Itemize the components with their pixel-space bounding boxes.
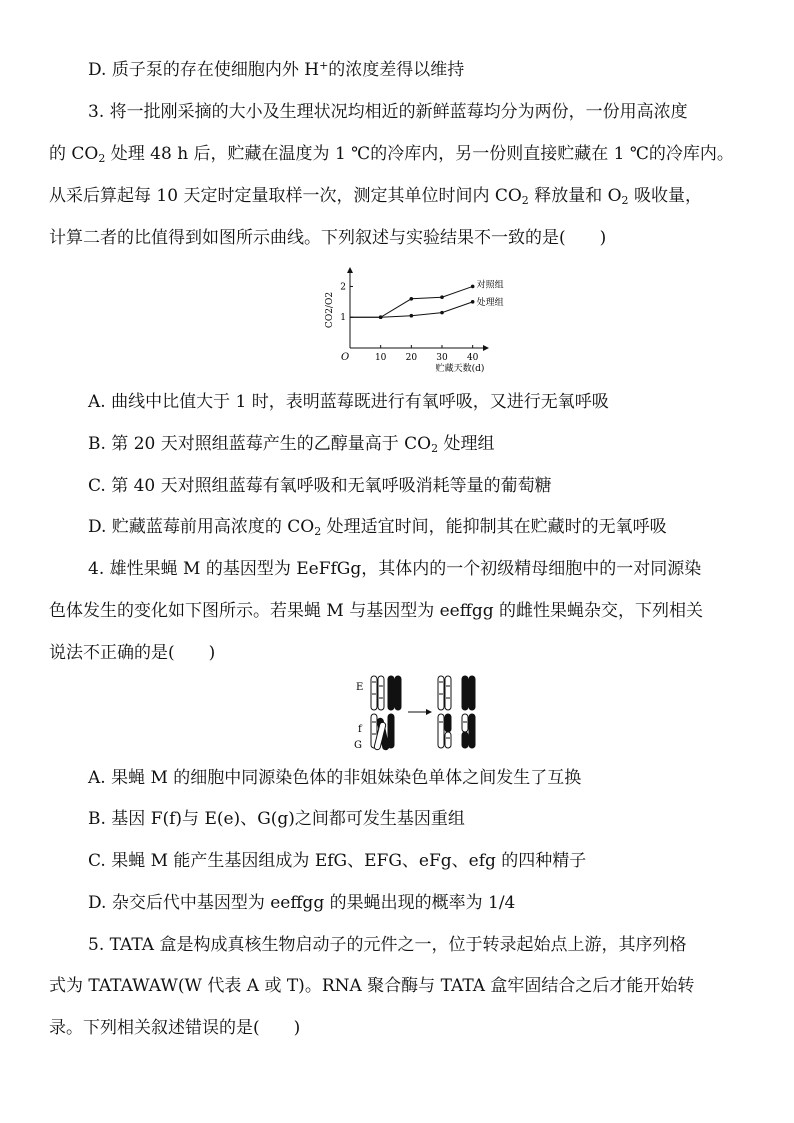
series-point bbox=[410, 297, 414, 301]
x-axis-arrow bbox=[483, 345, 489, 351]
q4-stem-line3: 说法不正确的是( ) bbox=[49, 643, 216, 663]
y-axis-arrow bbox=[347, 267, 353, 273]
q3-stem-line4: 计算二者的比值得到如图所示曲线。下列叙述与实验结果不一致的是( ) bbox=[49, 228, 607, 248]
series-point bbox=[379, 315, 383, 319]
q4-stem-line1: 4. 雄性果蝇 M 的基因型为 EeFfGg，其体内的一个初级精母细胞中的一对同源染 bbox=[88, 559, 702, 579]
series-point bbox=[440, 295, 444, 299]
origin-label: O bbox=[341, 352, 350, 363]
chromosome-pair-after bbox=[438, 676, 475, 748]
chromosome-pair-before bbox=[371, 676, 401, 750]
series-point bbox=[471, 300, 475, 304]
q4-option-d: D. 杂交后代中基因型为 eeffgg 的果蝇出现的概率为 1/4 bbox=[88, 893, 516, 913]
series-line bbox=[350, 286, 473, 317]
gene-label-e: E bbox=[356, 682, 364, 693]
q5-stem-line2: 式为 TATAWAW(W 代表 A 或 T)。RNA 聚合酶与 TATA 盒牢固结合之后才能开始转 bbox=[49, 976, 695, 996]
q2-option-d: D. 质子泵的存在使细胞内外 H+的浓度差得以维持 bbox=[88, 59, 465, 80]
gene-label-g: G bbox=[354, 740, 362, 751]
q3-option-d: D. 贮藏蓝莓前用高浓度的 $CO_2$ 处理适宜时间，能抑制其在贮藏时的无氧呼吸 bbox=[88, 517, 667, 538]
q3-option-b: B. 第 20 天对照组蓝莓产生的乙醇量高于 $CO_2$ 处理组 bbox=[88, 434, 495, 455]
gene-label-f: f bbox=[358, 724, 362, 735]
series-point bbox=[440, 311, 444, 315]
series-point bbox=[410, 314, 414, 318]
q4-chromosome-figure bbox=[350, 672, 500, 756]
q5-stem-line1: 5. TATA 盒是构成真核生物启动子的元件之一，位于转录起始点上游，其序列格 bbox=[88, 935, 687, 955]
x-axis-label: 贮藏天数(d) bbox=[435, 364, 485, 374]
series-point bbox=[471, 285, 475, 289]
series-label: 对照组 bbox=[476, 280, 504, 291]
x-tick-label: 20 bbox=[405, 353, 418, 363]
q4-stem-line2: 色体发生的变化如下图所示。若果蝇 M 与基因型为 eeffgg 的雌性果蝇杂交，下列相关 bbox=[49, 601, 703, 621]
x-tick-label: 30 bbox=[436, 353, 448, 363]
y-axis-label: CO2/O2 bbox=[325, 291, 335, 329]
q3-stem-line2: 的 $CO_2$ 处理 48 h 后，贮藏在温度为 1 ℃的冷库内，另一份则直接贮藏在 1 ℃的冷库内。 bbox=[49, 144, 734, 165]
q4-option-b: B. 基因 F(f)与 E(e)、G(g)之间都可发生基因重组 bbox=[88, 809, 465, 829]
y-tick-label: 2 bbox=[340, 282, 346, 293]
q3-stem-line1: 3. 将一批刚采摘的大小及生理状况均相近的新鲜蓝莓均分为两份，一份用高浓度 bbox=[88, 102, 688, 122]
x-tick-label: 40 bbox=[466, 353, 479, 363]
arrow-right-icon bbox=[408, 709, 432, 715]
q4-option-c: C. 果蝇 M 能产生基因组成为 EfG、EFG、eFg、efg 的四种精子 bbox=[88, 851, 587, 871]
q5-stem-line3: 录。下列相关叙述错误的是( ) bbox=[49, 1018, 301, 1038]
y-tick-label: 1 bbox=[340, 313, 346, 324]
q3-stem-line3: 从采后算起每 10 天定时定量取样一次，测定其单位时间内 $CO_2$ 释放量和 $O_2$ 吸收量， bbox=[49, 186, 702, 207]
q3-option-c: C. 第 40 天对照组蓝莓有氧呼吸和无氧呼吸消耗等量的葡萄糖 bbox=[88, 476, 552, 496]
x-tick-label: 10 bbox=[374, 353, 387, 363]
series-label: 处理组 bbox=[476, 297, 504, 308]
q3-line-chart bbox=[320, 262, 510, 374]
q3-option-a: A. 曲线中比值大于 1 时，表明蓝莓既进行有氧呼吸，又进行无氧呼吸 bbox=[88, 392, 609, 412]
q4-option-a: A. 果蝇 M 的细胞中同源染色体的非姐妹染色单体之间发生了互换 bbox=[88, 768, 582, 788]
